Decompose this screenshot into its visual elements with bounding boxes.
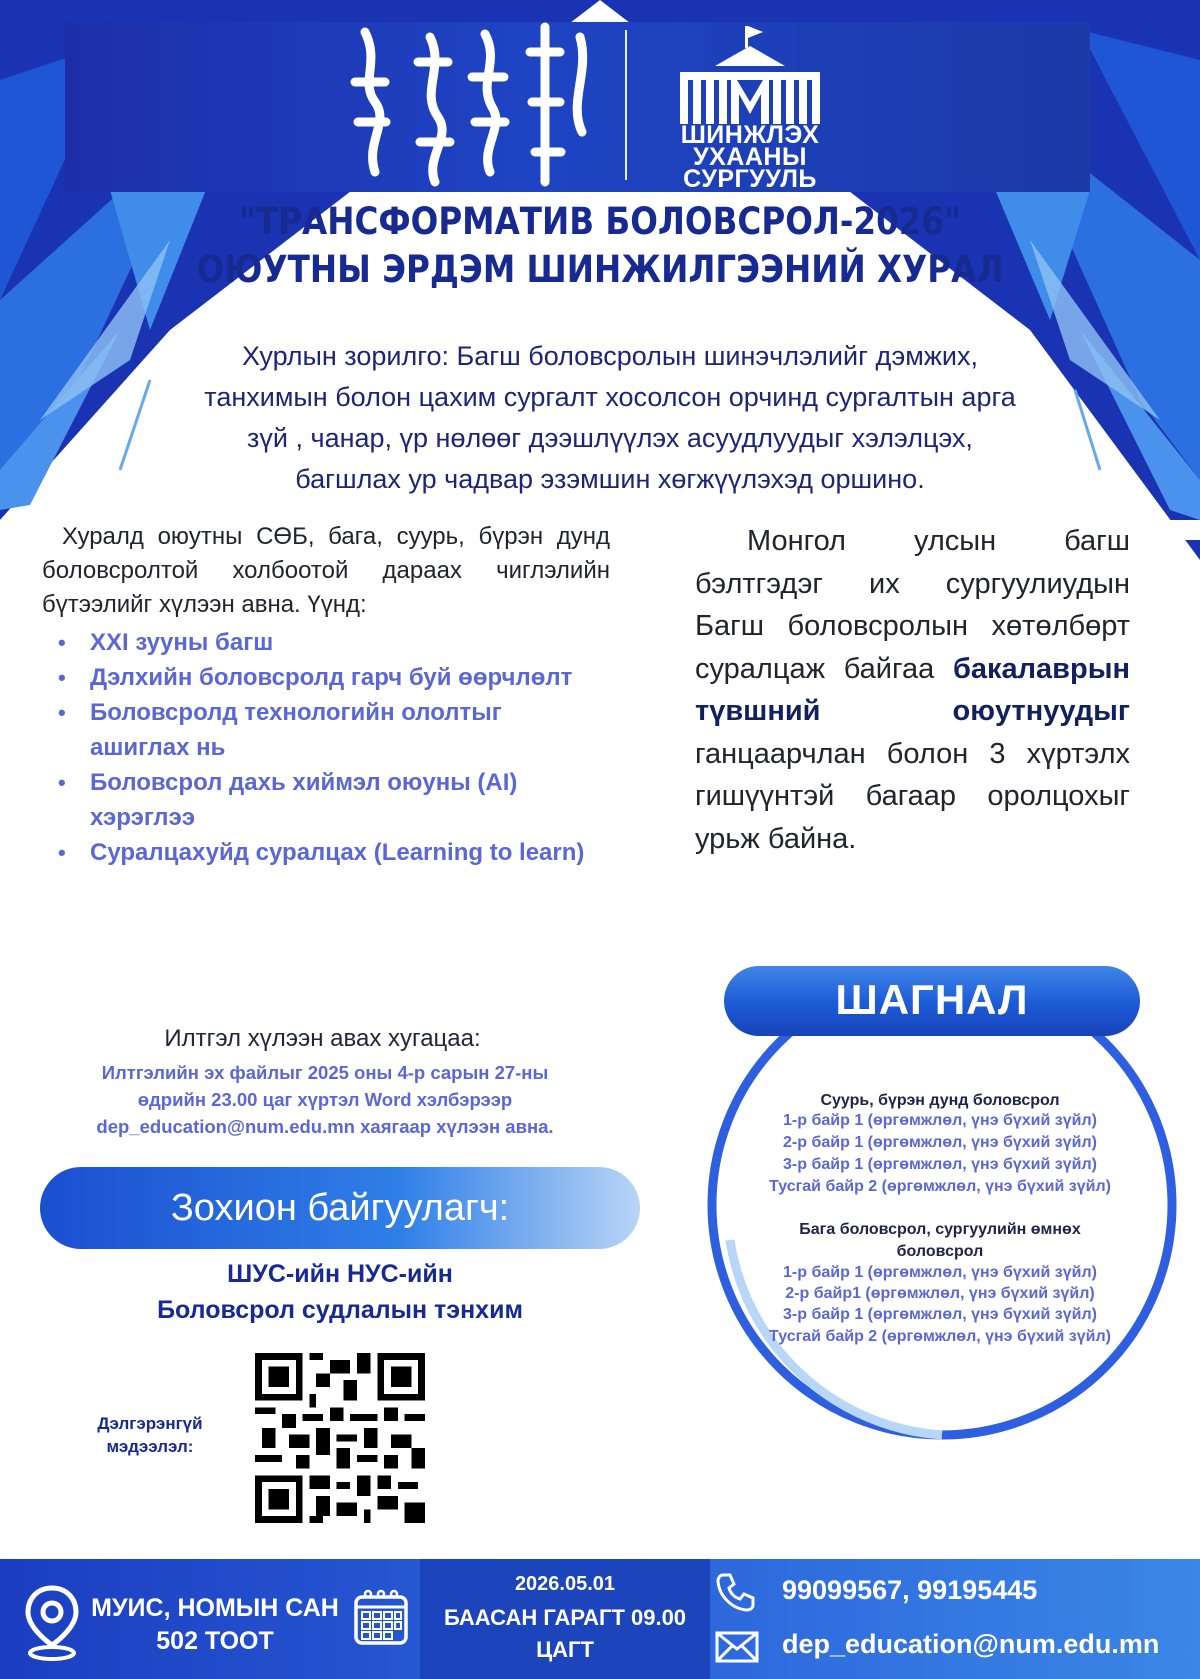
topic-item <box>50 765 590 835</box>
calendar-icon <box>352 1587 410 1647</box>
topic-label: Боловсрол дахь хиймэл оюуны (AI) хэрэглээ <box>90 769 518 831</box>
topic-label: XXI зууны багш <box>90 629 274 656</box>
deadline-line2: өдрийн 23.00 цаг хүртэл Word хэлбэрээр <box>137 1089 513 1110</box>
qr-code[interactable] <box>255 1353 425 1523</box>
more-info-line1: Дэлгэрэнгүй <box>97 1414 203 1433</box>
more-info-line2: мэдээлэл: <box>106 1437 194 1456</box>
topic-label: Боловсролд технологийн ололтыг ашиглах нь <box>90 699 502 761</box>
title-line2: ОЮУТНЫ ЭРДЭМ ШИНЖИЛГЭЭНИЙ ХУРАЛ <box>196 248 1004 291</box>
award-item: Тусгай байр 2 (өргөмжлөл, үнэ бүхий зүйл) <box>769 1328 1111 1345</box>
bullet-icon: • <box>58 700 66 725</box>
header-divider <box>625 30 627 180</box>
intro-paragraph: Хуралд оюутны СӨБ, бага, суурь, бүрэн дунд боловсролтой холбоотой дараах чиглэлийн бүтээлийг хүлээн авна. Үүнд: <box>42 523 610 618</box>
award-item: 1-р байр 1 (өргөмжлөл, үнэ бүхий зүйл) <box>783 1264 1097 1281</box>
purpose-line4: багшлах ур чадвар эзэмшин хөгжүүлэхэд оршино. <box>295 464 925 494</box>
award-title: ШАГНАЛ <box>835 976 1029 1023</box>
footer-location-line2: 502 ТООТ <box>156 1627 274 1655</box>
footer-time-line1: БААСАН ГАРАГТ 09.00 <box>443 1605 687 1630</box>
topic-item <box>50 695 590 765</box>
topic-label: Суралцахуйд суралцах (Learning to learn) <box>90 839 585 866</box>
footer-location-line1: МУИС, НОМЫН САН <box>91 1594 339 1622</box>
participants-text-before: Монгол улсын багш бэлтгэдэг их сургуулиудын Багш боловсролын хөтөлбөрт суралцаж байгаа <box>695 525 1130 685</box>
deadline-heading: Илтгэл хүлээн авах хугацаа: <box>164 1025 481 1052</box>
award-item: 2-р байр 1 (өргөмжлөл, үнэ бүхий зүйл) <box>783 1134 1097 1151</box>
more-info-label <box>60 1412 240 1458</box>
topic-item <box>50 625 590 660</box>
school-building-logo <box>675 24 825 124</box>
mail-icon <box>715 1631 759 1663</box>
footer-time-line2: ЦАГТ <box>536 1637 594 1662</box>
bullet-icon: • <box>58 840 66 865</box>
award-group1-heading: Суурь, бүрэн дунд боловсрол <box>820 1092 1060 1109</box>
logo-text-line3: СУРГУУЛЬ <box>683 165 817 193</box>
phone-icon <box>715 1571 757 1613</box>
purpose-line1: Хурлын зорилго: Багш боловсролын шинэчлэлийг дэмжих, <box>241 341 978 371</box>
logo-text-line2: УХААНЫ <box>693 143 807 171</box>
footer-email[interactable]: dep_education@num.edu.mn <box>782 1629 1160 1659</box>
bullet-icon: • <box>58 665 66 690</box>
award-group2-heading: Бага боловсрол, сургуулийн өмнөх <box>799 1221 1081 1238</box>
mongolian-script-logo <box>340 22 600 190</box>
footer-date: 2026.05.01 <box>514 1573 616 1595</box>
award-item: 3-р байр 1 (өргөмжлөл, үнэ бүхий зүйл) <box>783 1156 1097 1173</box>
award-item: Тусгай байр 2 (өргөмжлөл, үнэ бүхий зүйл) <box>769 1178 1111 1195</box>
location-pin-icon <box>22 1583 82 1663</box>
participants-highlight: бакалаврын түвшний оюутнуудыг <box>695 652 1130 727</box>
topic-item <box>50 835 590 870</box>
award-item: 1-р байр 1 (өргөмжлөл, үнэ бүхий зүйл) <box>783 1112 1097 1129</box>
award-item: 3-р байр 1 (өргөмжлөл, үнэ бүхий зүйл) <box>783 1306 1097 1323</box>
award-group2-heading-cont: боловсрол <box>896 1243 984 1260</box>
topic-item <box>50 660 590 695</box>
topic-label: Дэлхийн боловсролд гарч буй өөрчлөлт <box>90 664 573 691</box>
deadline-line1: Илтгэлийн эх файлыг 2025 оны 4-р сарын 27-ны <box>101 1062 549 1083</box>
footer-phones[interactable]: 99099567, 99195445 <box>782 1575 1038 1605</box>
purpose-line3: зүй , чанар, үр нөлөөг дээшлүүлэх асуудлуудыг хэлэлцэх, <box>247 423 973 453</box>
organizer-label: Зохион байгуулагч: <box>170 1187 510 1229</box>
participants-text-after: ганцаарчлан болон 3 хүртэлх гишүүнтэй багаар оролцохыг урьж байна. <box>695 737 1130 855</box>
logo-text-line1: ШИНЖЛЭХ <box>680 121 820 149</box>
deadline-email: dep_education@num.edu.mn хаягаар хүлээн авна. <box>96 1116 554 1137</box>
conference-purpose <box>140 336 1080 500</box>
title-line1: "ТРАНСФОРМАТИВ БОЛОВСРОЛ-2026" <box>238 200 962 243</box>
organizer-name-line2: Боловсрол судлалын тэнхим <box>157 1296 523 1324</box>
participants-paragraph <box>695 520 1130 860</box>
purpose-line2: танхимын болон цахим сургалт хосолсон орчинд сургалтын арга <box>204 382 1016 412</box>
topics-list <box>50 625 590 870</box>
bullet-icon: • <box>58 770 66 795</box>
bullet-icon: • <box>58 630 66 655</box>
award-item: 2-р байр1 (өргөмжлөл, үнэ бүхий зүйл) <box>785 1285 1095 1302</box>
organizer-name-line1: ШУС-ийн НУС-ийн <box>227 1260 453 1288</box>
